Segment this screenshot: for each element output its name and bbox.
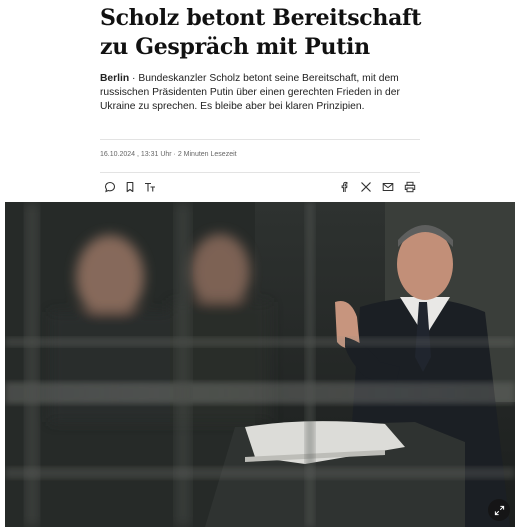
x-twitter-icon bbox=[360, 181, 372, 193]
print-icon bbox=[404, 181, 416, 193]
email-icon bbox=[382, 181, 394, 193]
bookmark-button[interactable] bbox=[122, 178, 138, 196]
email-share-button[interactable] bbox=[380, 178, 396, 196]
x-share-button[interactable] bbox=[358, 178, 374, 196]
divider-bottom bbox=[100, 172, 420, 173]
facebook-icon bbox=[338, 181, 350, 193]
text-size-button[interactable] bbox=[142, 178, 158, 196]
teaser-text: Bundeskanzler Scholz betont seine Bereitschaft, mit dem russischen Präsidenten Putin über einen gerechten Frieden in der Ukraine zu sprechen. Es bleibe aber bei klaren Prinzipien. bbox=[100, 73, 400, 112]
expand-icon bbox=[494, 505, 505, 516]
comment-button[interactable] bbox=[102, 178, 118, 196]
teaser-dateline: Berlin bbox=[100, 73, 130, 84]
article-toolbar bbox=[100, 178, 420, 196]
article-teaser bbox=[100, 72, 422, 114]
parliament-photo bbox=[5, 202, 515, 527]
article-headline: Scholz betont Bereitschaft zu Gespräch mit Putin bbox=[100, 5, 422, 60]
print-button[interactable] bbox=[402, 178, 418, 196]
text-size-icon bbox=[144, 181, 156, 193]
bookmark-icon bbox=[124, 181, 136, 193]
facebook-share-button[interactable] bbox=[336, 178, 352, 196]
expand-image-button[interactable] bbox=[488, 499, 510, 521]
teaser-separator: · bbox=[129, 73, 139, 84]
hero-image[interactable] bbox=[5, 202, 515, 527]
article-meta: 16.10.2024 , 13:31 Uhr · 2 Minuten Lesezeit bbox=[100, 151, 237, 158]
divider-top bbox=[100, 139, 420, 140]
comment-icon bbox=[104, 181, 116, 193]
